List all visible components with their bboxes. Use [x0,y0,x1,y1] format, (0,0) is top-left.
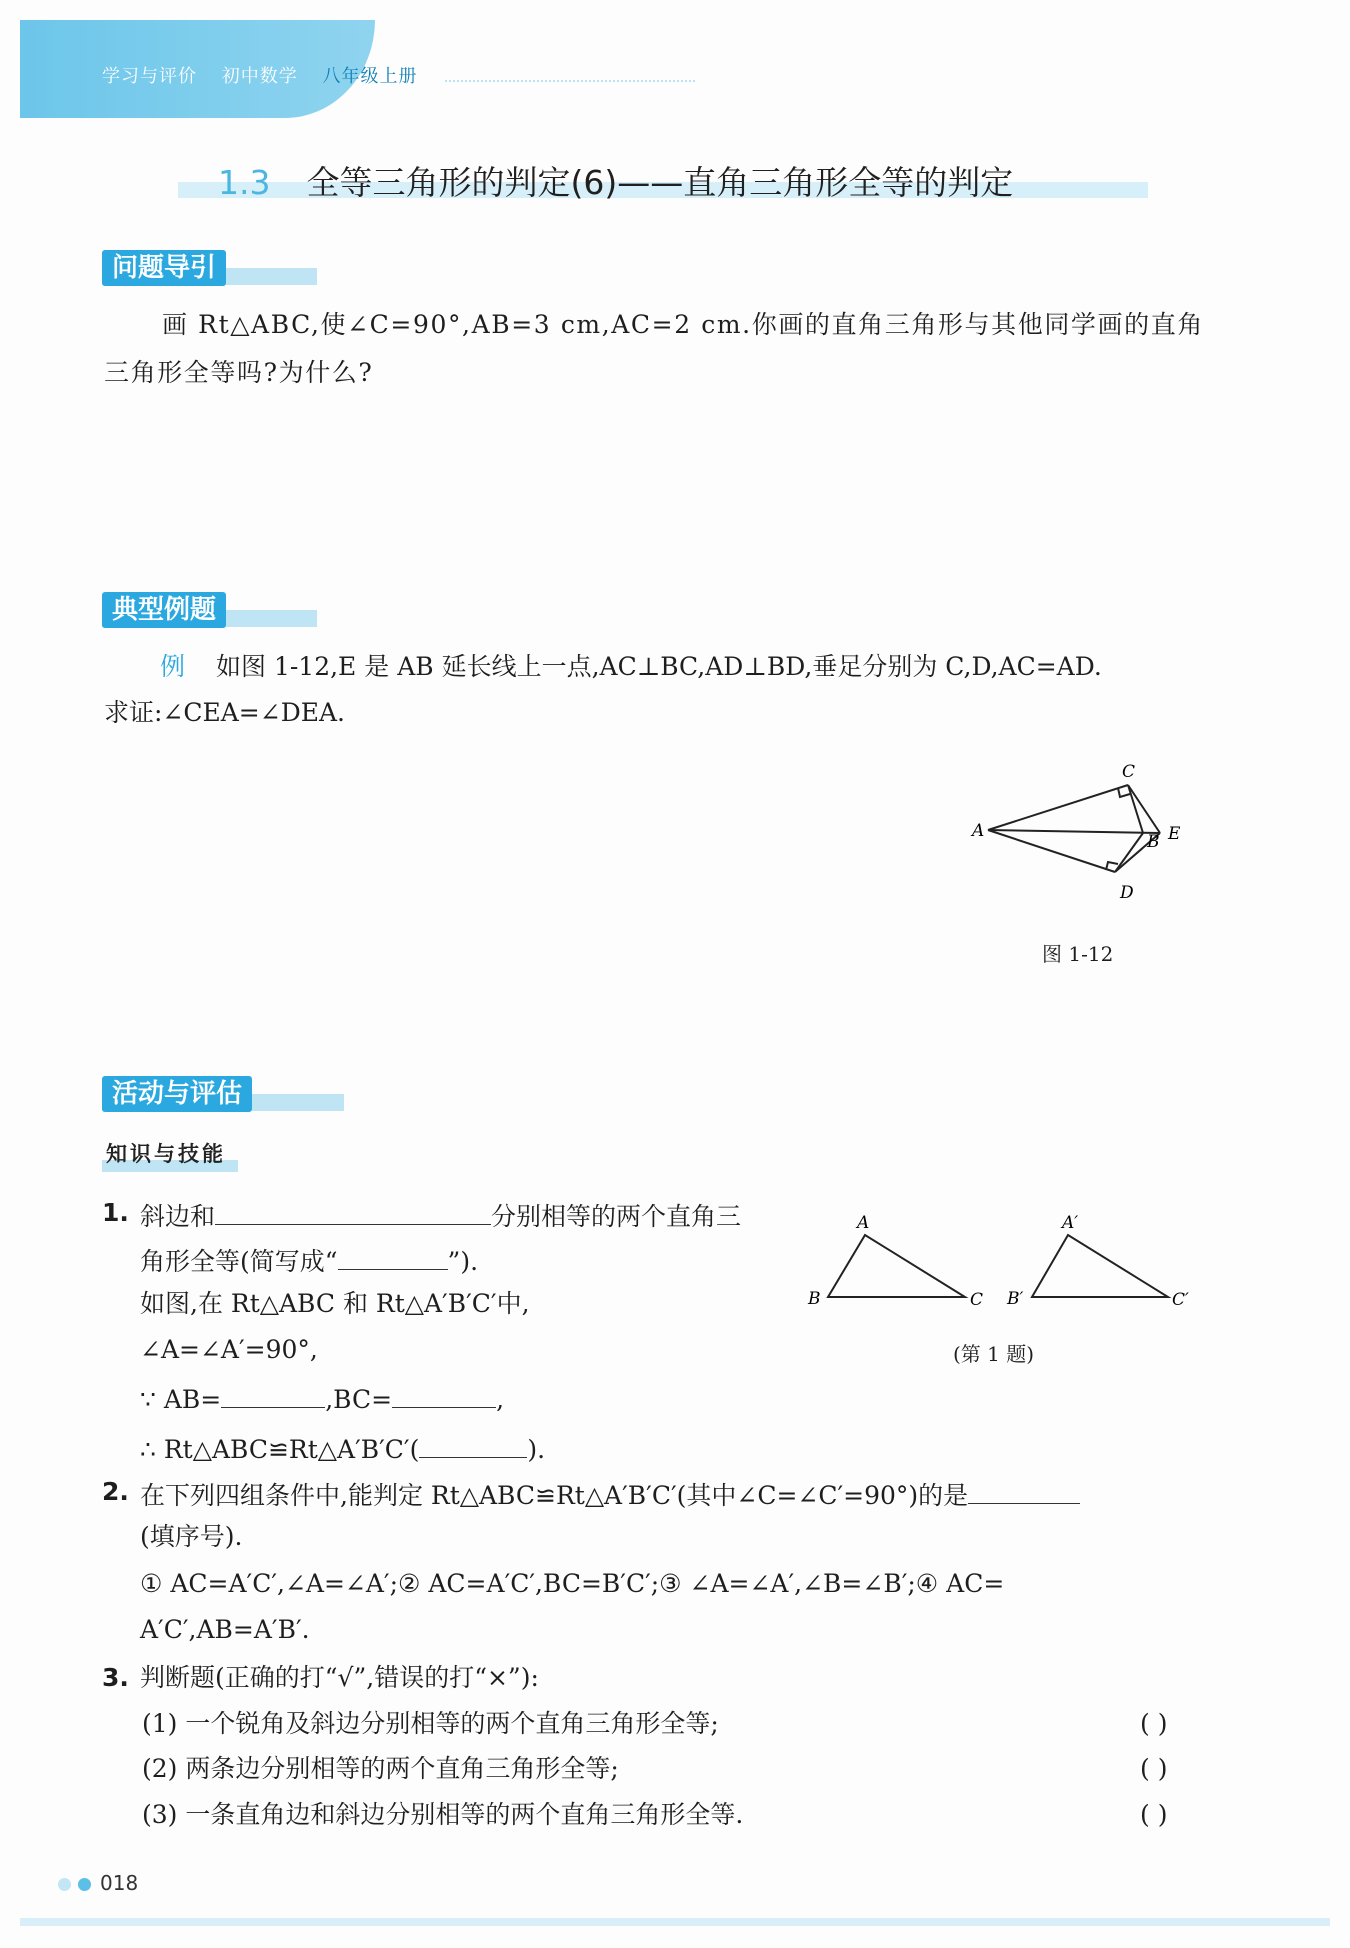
section-example [102,592,317,628]
footer-band [20,1918,1330,1926]
q1-blank-5[interactable] [419,1431,527,1458]
q1-line-5-a: ∵ AB= [140,1385,222,1414]
subsection-skills-label: 知识与技能 [106,1142,226,1166]
q3-answer-paren-1[interactable]: ( ) [1140,1709,1168,1738]
header-series: 学习与评价 [102,66,197,87]
q1-blank-4[interactable] [392,1381,496,1408]
q1-line-6-b: ). [527,1435,546,1464]
fig-label-C: C [1122,762,1136,782]
section-intro-label: 问题导引 [102,250,226,286]
q2-line-3: ① AC=A′C′,∠A=∠A′;② AC=A′C′,BC=B′C′;③ ∠A=∠A′,∠B=∠B′;④ AC= [140,1569,1005,1598]
page-number: 018 [100,1871,139,1895]
intro-line-2: 三角形全等吗?为什么? [104,358,374,387]
q1-line-2-a: 角形全等(简写成“ [140,1247,338,1276]
section-activity-label: 活动与评估 [102,1076,252,1112]
q3-item-1: (1) 一个锐角及斜边分别相等的两个直角三角形全等; [142,1709,719,1738]
q3-number: 3. [102,1663,129,1692]
q1-line-2-b: ”). [447,1247,479,1276]
q1-label-B-prime: B′ [1007,1289,1024,1309]
section-intro [102,250,317,286]
q1-figure [800,1210,1220,1320]
title-number: 1.3 [218,163,271,202]
header-dotted-line [445,80,695,82]
q3-item-3: (3) 一条直角边和斜边分别相等的两个直角三角形全等. [142,1800,744,1829]
q2-line-1 [140,1477,1080,1511]
q1-label-A-prime: A′ [1062,1213,1079,1233]
q1-blank-3[interactable] [221,1381,325,1408]
q1-line-1 [140,1198,741,1232]
q2-line-4: A′C′,AB=A′B′. [140,1615,310,1644]
header-subject: 初中数学 [221,66,298,87]
q3-line-1: 判断题(正确的打“√”,错误的打“×”): [140,1663,539,1692]
q1-blank-1[interactable] [215,1198,491,1225]
fig-label-D: D [1120,883,1134,903]
q1-line-3: 如图,在 Rt△ABC 和 Rt△A′B′C′中, [140,1289,530,1318]
q1-figure-caption: (第 1 题) [953,1342,1035,1366]
q1-line-1-a: 斜边和 [140,1202,216,1231]
q2-line-2: (填序号). [140,1522,243,1551]
q1-line-5-c: , [496,1385,505,1414]
q1-label-B: B [808,1289,821,1309]
example-line-1: 如图 1-12,E 是 AB 延长线上一点,AC⊥BC,AD⊥BD,垂足分别为 C,D,AC=AD. [216,652,1102,681]
q3-answer-paren-3[interactable]: ( ) [1140,1800,1168,1829]
q2-line-1-text: 在下列四组条件中,能判定 Rt△ABC≌Rt△A′B′C′(其中∠C=∠C′=90°)的是 [140,1481,969,1510]
q1-line-6 [140,1431,545,1465]
figure-1-12 [960,755,1210,915]
q1-line-2 [140,1243,478,1277]
q1-line-4: ∠A=∠A′=90°, [140,1335,318,1364]
fig-label-E: E [1168,824,1181,844]
q1-line-1-b: 分别相等的两个直角三 [491,1202,742,1231]
fig-label-B: B [1147,832,1160,852]
q1-line-6-a: ∴ Rt△ABC≌Rt△A′B′C′( [140,1435,420,1464]
example-label: 例 [160,652,186,681]
q2-number: 2. [102,1477,129,1506]
q3-item-2: (2) 两条边分别相等的两个直角三角形全等; [142,1754,619,1783]
title-text: 全等三角形的判定(6)——直角三角形全等的判定 [306,163,1014,202]
footer-dot-1 [58,1878,71,1891]
header-text [102,62,435,88]
fig-label-A: A [972,821,985,841]
section-activity [102,1076,344,1112]
footer-dot-2 [78,1878,91,1891]
q1-label-C: C [970,1290,984,1310]
q3-answer-paren-2[interactable]: ( ) [1140,1754,1168,1783]
page-title [218,157,1013,204]
q2-blank[interactable] [968,1477,1080,1504]
q1-line-5-b: ,BC= [325,1385,393,1414]
intro-line-1: 画 Rt△ABC,使∠C=90°,AB=3 cm,AC=2 cm.你画的直角三角形与其他同学画的直角 [162,310,1204,339]
q1-blank-2[interactable] [338,1243,448,1270]
example-line-2: 求证:∠CEA=∠DEA. [104,698,345,727]
subsection-skills [106,1138,226,1168]
q1-line-5 [140,1381,504,1415]
section-example-label: 典型例题 [102,592,226,628]
q1-number: 1. [102,1198,129,1227]
q1-label-A: A [857,1213,870,1233]
figure-1-12-caption: 图 1-12 [1042,942,1114,966]
header-grade: 八年级上册 [322,66,418,87]
q1-label-C-prime: C′ [1172,1290,1189,1310]
